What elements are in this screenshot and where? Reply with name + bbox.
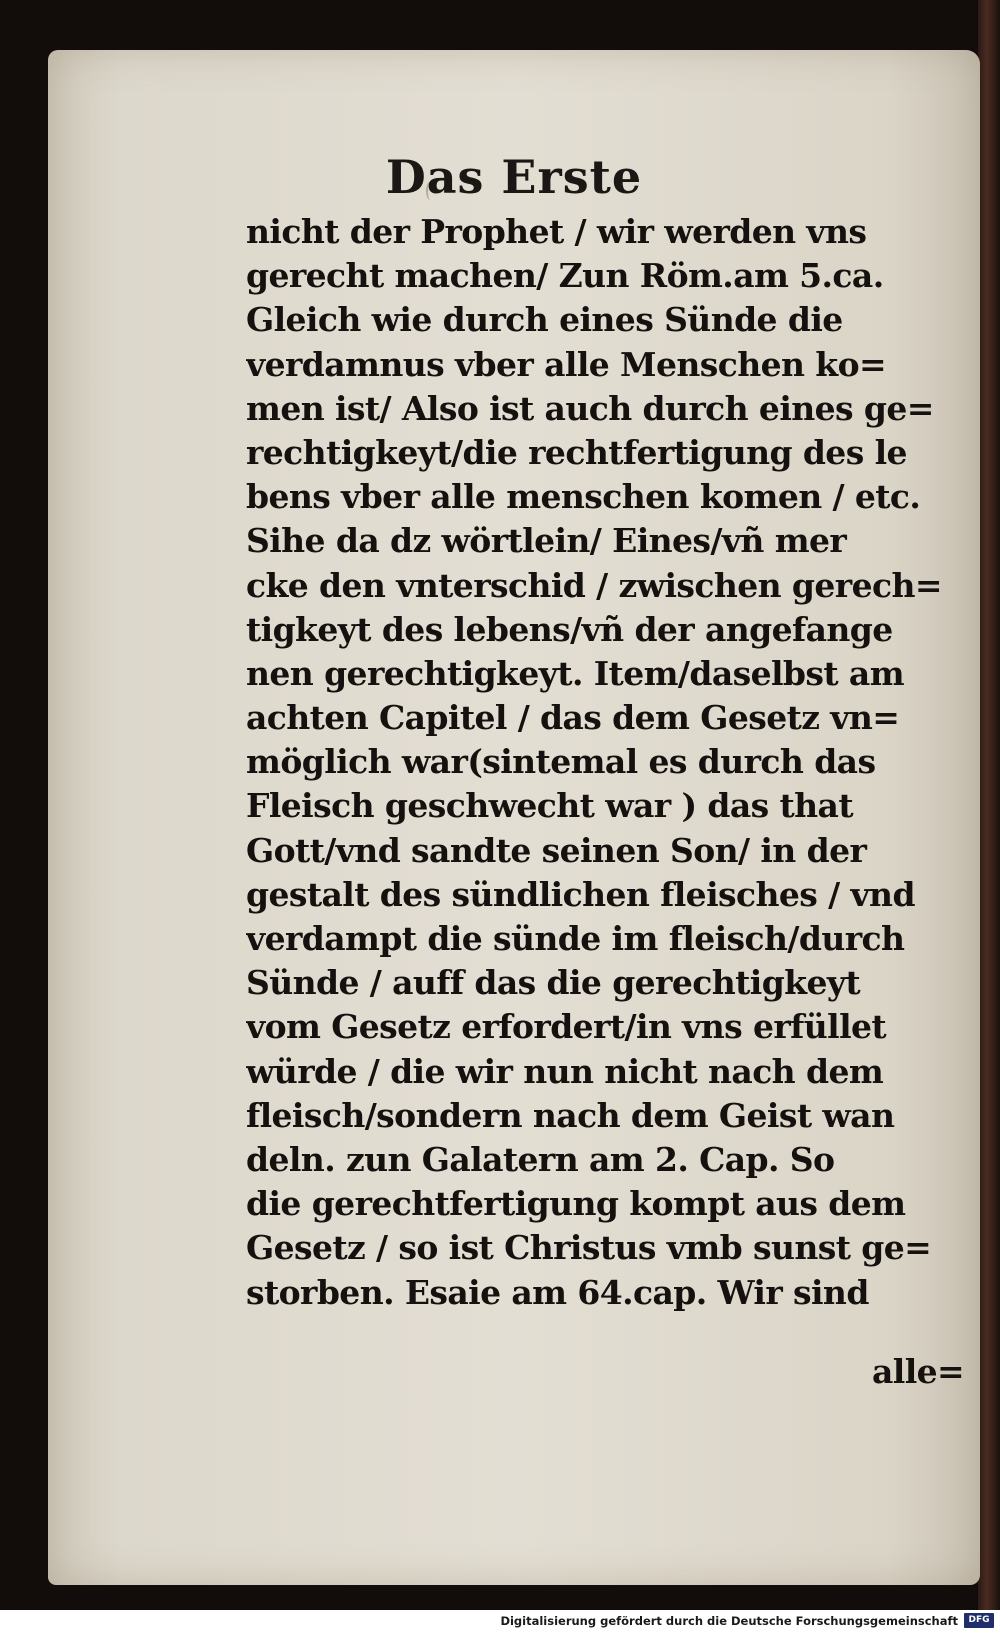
funding-credit: Digitalisierung gefördert durch die Deutsche Forschungsgemeinschaft — [500, 1614, 958, 1628]
text-line: möglich war(sintemal es durch das — [246, 742, 876, 782]
book-page — [48, 50, 980, 1585]
text-line: deln. zun Galatern am 2. Cap. So — [246, 1139, 835, 1179]
page-header: Das Erste — [385, 150, 643, 204]
text-line: men ist/ Also ist auch durch eines ge= — [246, 388, 934, 428]
text-line: die gerechtfertigung kompt aus dem — [246, 1184, 906, 1224]
text-line: Gleich wie durch eines Sünde die — [246, 300, 843, 340]
text-line: nen gerechtigkeyt. Item/daselbst am — [246, 653, 905, 693]
text-line: verdamnus vber alle Menschen ko= — [246, 344, 887, 384]
text-line: achten Capitel / das dem Gesetz vn= — [246, 698, 900, 738]
text-line: gestalt des sündlichen fleisches / vnd — [246, 874, 915, 914]
catchword: alle= — [872, 1352, 965, 1391]
text-line: Fleisch geschwecht war ) das that — [246, 786, 853, 826]
text-line: Gesetz / so ist Christus vmb sunst ge= — [246, 1228, 932, 1268]
text-line: rechtigkeyt/die rechtfertigung des le — [246, 432, 907, 472]
text-line: gerecht machen/ Zun Röm.am 5.ca. — [246, 256, 884, 296]
text-line: würde / die wir nun nicht nach dem — [246, 1051, 884, 1091]
book-spine-edge — [978, 0, 1000, 1610]
text-block — [246, 210, 958, 1315]
text-line: fleisch/sondern nach dem Geist wan — [246, 1095, 895, 1135]
text-line: cke den vnterschid / zwischen gerech= — [246, 565, 942, 605]
text-line: bens vber alle menschen komen / etc. — [246, 477, 921, 517]
dfg-logo: DFG — [964, 1613, 994, 1628]
text-line: Gott/vnd sandte seinen Son/ in der — [246, 830, 867, 870]
text-line: nicht der Prophet / wir werden vns — [246, 212, 867, 251]
text-line: Sihe da dz wörtlein/ Eines/vñ mer — [246, 521, 847, 561]
text-line: vom Gesetz erfordert/in vns erfüllet — [246, 1007, 887, 1047]
text-line: storben. Esaie am 64.cap. Wir sind — [246, 1272, 869, 1312]
text-line: verdampt die sünde im fleisch/durch — [246, 919, 905, 958]
text-line: tigkeyt des lebens/vñ der angefange — [246, 609, 893, 649]
text-line: Sünde / auff das die gerechtigkeyt — [246, 963, 861, 1003]
